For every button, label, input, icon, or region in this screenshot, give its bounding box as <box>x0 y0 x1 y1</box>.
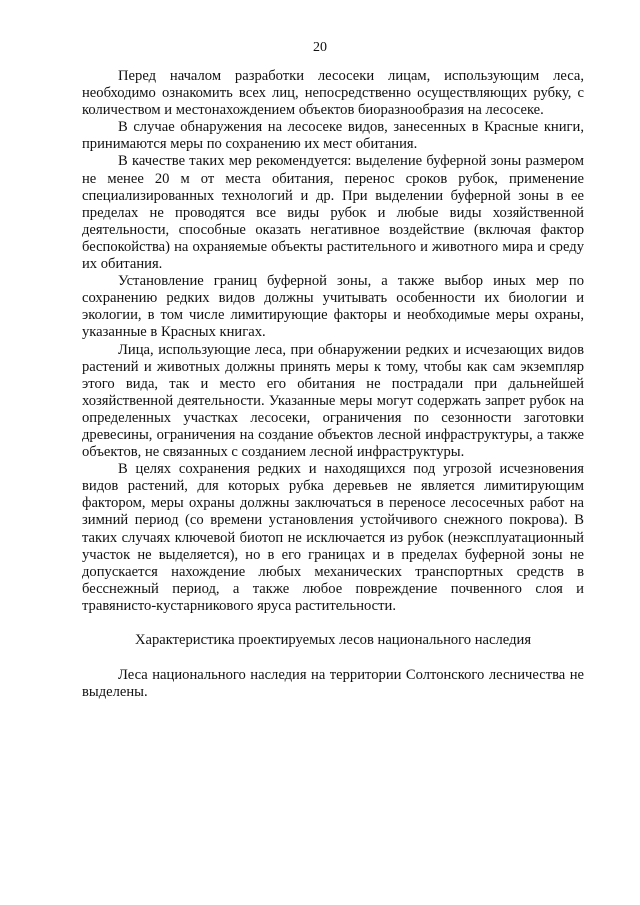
page-number: 20 <box>313 40 327 55</box>
paragraph-6: В целях сохранения редких и находящихся под угрозой исчезновения видов растений, для которых рубка деревьев не является лимитирующим фактором, меры охраны должны заключаться в переносе лесосечных работ на зимний период (со времени установления устойчивого снежного покрова). В таких случаях ключевой биотоп не исключается из рубок (неэксплуатационный участок не выделяется), но в его границах и в пределах буферной зоны не допускается нахождение любых механических транспортных средств в бесснежный период, а также любое повреждение почвенного слоя и травянисто-кустарникового яруса растительности. <box>82 461 584 614</box>
paragraph-2: В случае обнаружения на лесосеке видов, занесенных в Красные книги, принимаются меры по сохранению их мест обитания. <box>82 119 584 153</box>
paragraph-3: В качестве таких мер рекомендуется: выделение буферной зоны размером не менее 20 м от места обитания, перенос сроков рубок, применение специализированных технологий и др. При выделении буферной зоны в ее пределах не проводятся все виды рубок и любые виды хозяйственной деятельности, способные оказать негативное воздействие (включая фактор беспокойства) на охраняемые объекты растительного и животного мира и среду их обитания. <box>82 153 584 273</box>
paragraph-5: Лица, использующие леса, при обнаружении редких и исчезающих видов растений и животных должны принять меры к тому, чтобы как сам экземпляр этого вида, так и место его обитания не пострадали при дальнейшей хозяйственной деятельности. Указанные меры могут содержать запрет рубок на определенных участках лесосеки, ограничения по сезонности заготовки древесины, ограничения на создание объектов лесной инфраструктуры, а также объектов, не связанных с созданием лесной инфраструктуры. <box>82 341 584 461</box>
section-paragraph: Леса национального наследия на территории Солтонского лесничества не выделены. <box>82 667 584 701</box>
paragraph-4: Установление границ буферной зоны, а также выбор иных мер по сохранению редких видов должны учитывать особенности их биологии и экологии, в том числе лимитирующие факторы и необходимые меры охраны, указанные в Красных книгах. <box>82 273 584 341</box>
section-heading: Характеристика проектируемых лесов национального наследия <box>134 632 532 648</box>
document-body <box>82 68 584 701</box>
paragraph-1: Перед началом разработки лесосеки лицам, использующим леса, необходимо ознакомить всех лиц, непосредственно осуществляющих рубку, с количеством и местонахождением объектов биоразнообразия на лесосеке. <box>82 68 584 119</box>
